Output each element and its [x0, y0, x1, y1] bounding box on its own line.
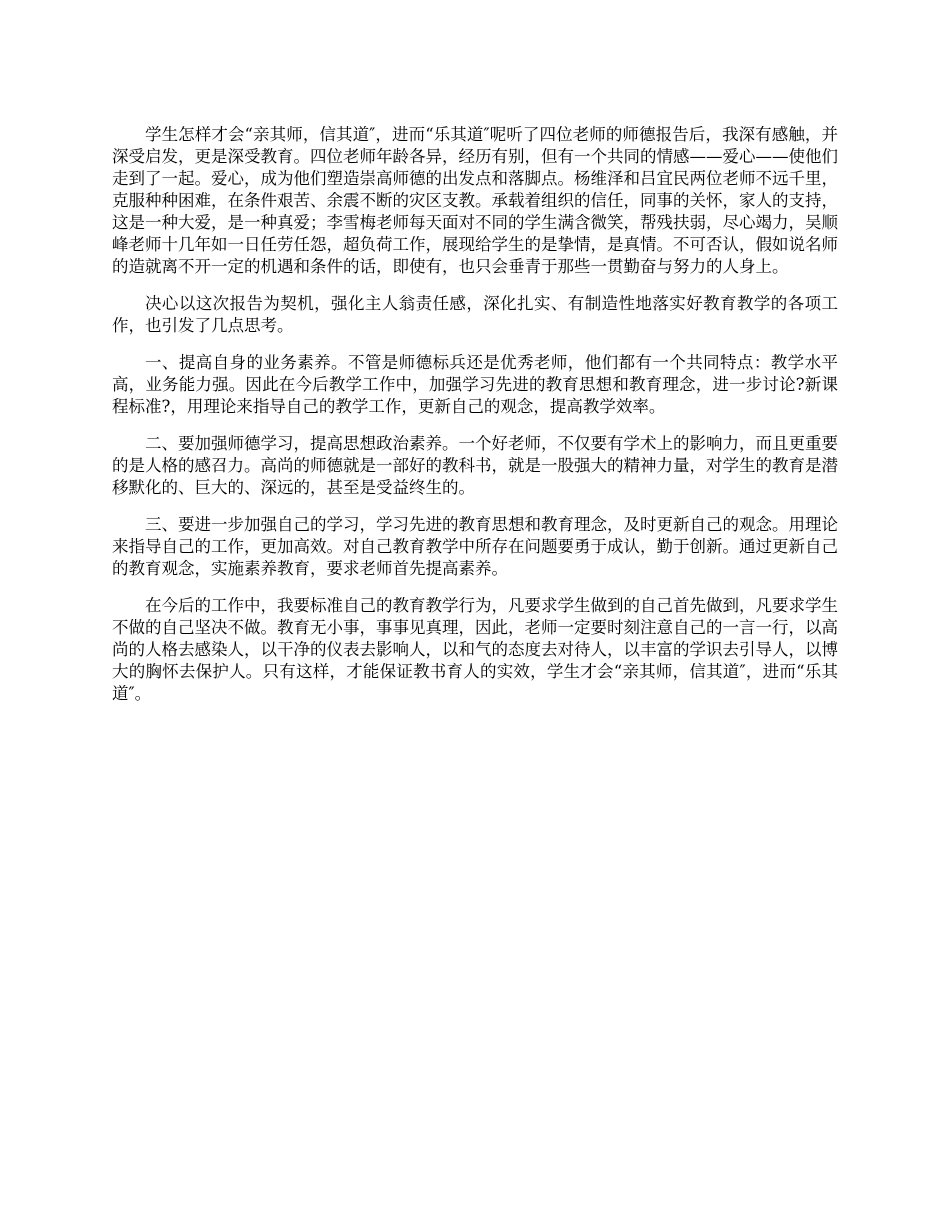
paragraph-4: 二、要加强师德学习，提高思想政治素养。一个好老师，不仅要有学术上的影响力，而且更重要的是人格的感召力。高尚的师德就是一部好的教科书，就是一股强大的精神力量，对学生的教育是潜移默化的、巨大的、深远的，甚至是受益终生的。 [112, 434, 838, 497]
paragraph-2: 决心以这次报告为契机，强化主人翁责任感，深化扎实、有制造性地落实好教育教学的各项工作，也引发了几点思考。 [112, 294, 838, 335]
paragraph-3: 一、提高自身的业务素养。不管是师德标兵还是优秀老师，他们都有一个共同特点：教学水平高，业务能力强。因此在今后教学工作中，加强学习先进的教育思想和教育理念，进一步讨论?新课程标准?，用理论来指导自己的教学工作，更新自己的观念，提高教学效率。 [112, 353, 838, 416]
paragraph-1: 学生怎样才会“亲其师，信其道″，进而“乐其道″呢听了四位老师的师德报告后，我深有感触，并深受启发，更是深受教育。四位老师年龄各异，经历有别，但有一个共同的情感——爱心——使他们走到了一起。爱心，成为他们塑造崇高师德的出发点和落脚点。杨维泽和吕宜民两位老师不远千里，克服种种困难，在条件艰苦、余震不断的灾区支教。承载着组织的信任，同事的关怀，家人的支持，这是一种大爱，是一种真爱；李雪梅老师每天面对不同的学生满含微笑，帮残扶弱，尽心竭力，吴顺峰老师十几年如一日任劳任怨，超负荷工作，展现给学生的是挚情，是真情。不可否认，假如说名师的造就离不开一定的机遇和条件的话，即使有，也只会垂青于那些一贯勤奋与努力的人身上。 [112, 125, 838, 276]
document-body [112, 124, 838, 720]
paragraph-5: 三、要进一步加强自己的学习，学习先进的教育思想和教育理念，及时更新自己的观念。用理论来指导自己的工作，更加高效。对自己教育教学中所存在问题要勇于成认，勤于创新。通过更新自己的教育观念，实施素养教育，要求老师首先提高素养。 [112, 515, 838, 578]
paragraph-6: 在今后的工作中，我要标准自己的教育教学行为，凡要求学生做到的自己首先做到，凡要求学生不做的自己坚决不做。教育无小事，事事见真理，因此，老师一定要时刻注意自己的一言一行，以高尚的人格去感染人，以干净的仪表去影响人，以和气的态度去对待人，以丰富的学识去引导人，以博大的胸怀去保护人。只有这样，才能保证教书育人的实效，学生才会“亲其师，信其道″，进而“乐其道″。 [112, 596, 838, 703]
